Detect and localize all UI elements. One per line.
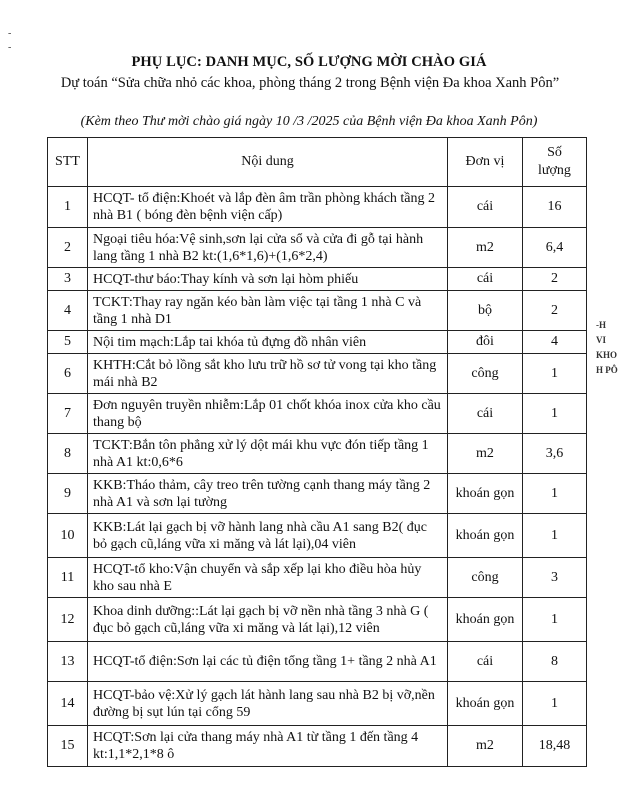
row-qty: 18,48	[523, 726, 587, 767]
table-body	[48, 187, 587, 767]
margin-mark: -	[8, 28, 12, 39]
row-unit: khoán gọn	[448, 514, 523, 558]
row-stt: 1	[48, 187, 88, 228]
table-row	[48, 514, 587, 558]
header-unit: Đơn vị	[448, 138, 523, 187]
row-content: TCKT:Thay ray ngăn kéo bàn làm việc tại tầng 1 nhà C và tầng 1 nhà D1	[88, 291, 448, 331]
stamp-fragment: -H VI KHO H PÔ	[596, 320, 618, 375]
row-unit: m2	[448, 726, 523, 767]
row-stt: 8	[48, 434, 88, 474]
row-unit: cái	[448, 187, 523, 228]
row-qty: 3	[523, 558, 587, 598]
row-unit: đôi	[448, 331, 523, 354]
row-stt: 3	[48, 268, 88, 291]
row-qty: 1	[523, 474, 587, 514]
table-row	[48, 726, 587, 767]
table-row	[48, 187, 587, 228]
row-content: HCQT-tổ kho:Vận chuyển và sắp xếp lại kho điều hòa hủy kho sau nhà E	[88, 558, 448, 598]
row-content: Nội tim mạch:Lắp tai khóa tủ đựng đồ nhân viên	[88, 331, 448, 354]
document-title: PHỤ LỤC: DANH MỤC, SỐ LƯỢNG MỜI CHÀO GIÁ	[131, 54, 487, 70]
row-unit: cái	[448, 394, 523, 434]
row-qty: 1	[523, 682, 587, 726]
row-stt: 15	[48, 726, 88, 767]
document-note: (Kèm theo Thư mời chào giá ngày 10 /3 /2025 của Bệnh viện Đa khoa Xanh Pôn)	[80, 114, 538, 129]
table-row	[48, 558, 587, 598]
table-row	[48, 394, 587, 434]
row-unit: khoán gọn	[448, 598, 523, 642]
row-unit: công	[448, 354, 523, 394]
row-stt: 2	[48, 228, 88, 268]
row-content: Đơn nguyên truyền nhiễm:Lắp 01 chốt khóa inox cửa kho cầu thang bộ	[88, 394, 448, 434]
row-stt: 5	[48, 331, 88, 354]
row-stt: 9	[48, 474, 88, 514]
document-subtitle: Dự toán “Sửa chữa nhỏ các khoa, phòng tháng 2 trong Bệnh viện Đa khoa Xanh Pôn”	[60, 75, 560, 91]
row-unit: bộ	[448, 291, 523, 331]
table-row	[48, 474, 587, 514]
row-stt: 12	[48, 598, 88, 642]
row-unit: cái	[448, 642, 523, 682]
row-qty: 1	[523, 514, 587, 558]
row-stt: 4	[48, 291, 88, 331]
table-row	[48, 268, 587, 291]
row-qty: 4	[523, 331, 587, 354]
margin-mark: -	[8, 42, 12, 53]
row-qty: 1	[523, 394, 587, 434]
table-row	[48, 354, 587, 394]
row-qty: 6,4	[523, 228, 587, 268]
row-content: HCQT-thư báo:Thay kính và sơn lại hòm phiếu	[88, 268, 448, 291]
row-content: HCQT-tổ điện:Sơn lại các tủ điện tổng tầng 1+ tầng 2 nhà A1	[88, 642, 448, 682]
row-content: KHTH:Cắt bỏ lồng sắt kho lưu trữ hồ sơ tử vong tại kho tầng mái nhà B2	[88, 354, 448, 394]
row-qty: 8	[523, 642, 587, 682]
row-unit: m2	[448, 434, 523, 474]
row-qty: 1	[523, 598, 587, 642]
table-header-row	[48, 138, 587, 187]
table-row	[48, 598, 587, 642]
row-content: HCQT- tổ điện:Khoét và lắp đèn âm trần phòng khách tầng 2 nhà B1 ( bóng đèn bệnh viện cấp)	[88, 187, 448, 228]
table-row	[48, 642, 587, 682]
table-row	[48, 228, 587, 268]
row-stt: 7	[48, 394, 88, 434]
row-qty: 2	[523, 291, 587, 331]
row-content: Khoa dinh dưỡng::Lát lại gạch bị vỡ nền nhà tầng 3 nhà G ( đục bỏ gạch cũ,láng vữa xi măng và lát lại),12 viên	[88, 598, 448, 642]
row-qty: 1	[523, 354, 587, 394]
row-stt: 10	[48, 514, 88, 558]
header-qty: Số lượng	[523, 138, 587, 187]
row-unit: khoán gọn	[448, 474, 523, 514]
row-stt: 6	[48, 354, 88, 394]
table-row	[48, 291, 587, 331]
row-qty: 16	[523, 187, 587, 228]
row-content: HCQT-bảo vệ:Xử lý gạch lát hành lang sau nhà B2 bị vỡ,nền đường bị sụt lún tại cổng 59	[88, 682, 448, 726]
row-stt: 14	[48, 682, 88, 726]
row-stt: 11	[48, 558, 88, 598]
row-content: TCKT:Bắn tôn phẳng xử lý dột mái khu vực đón tiếp tầng 1 nhà A1 kt:0,6*6	[88, 434, 448, 474]
table-row	[48, 331, 587, 354]
row-unit: cái	[448, 268, 523, 291]
row-qty: 3,6	[523, 434, 587, 474]
row-unit: m2	[448, 228, 523, 268]
row-content: Ngoại tiêu hóa:Vệ sinh,sơn lại cửa sổ và cửa đi gỗ tại hành lang tầng 1 nhà B2 kt:(1,6*1,6)+(1,6*2,4)	[88, 228, 448, 268]
row-unit: khoán gọn	[448, 682, 523, 726]
item-table	[47, 137, 587, 767]
table-row	[48, 434, 587, 474]
row-content: KKB:Tháo thảm, cây treo trên tường cạnh thang máy tầng 2 nhà A1 và sơn lại tường	[88, 474, 448, 514]
table-row	[48, 682, 587, 726]
header-content: Nội dung	[88, 138, 448, 187]
row-stt: 13	[48, 642, 88, 682]
row-content: KKB:Lát lại gạch bị vỡ hành lang nhà cầu A1 sang B2( đục bỏ gạch cũ,láng vữa xi măng và lát lại),04 viên	[88, 514, 448, 558]
row-content: HCQT:Sơn lại cửa thang máy nhà A1 từ tầng 1 đến tầng 4 kt:1,1*2,1*8 ô	[88, 726, 448, 767]
row-qty: 2	[523, 268, 587, 291]
header-stt: STT	[48, 138, 88, 187]
row-unit: công	[448, 558, 523, 598]
